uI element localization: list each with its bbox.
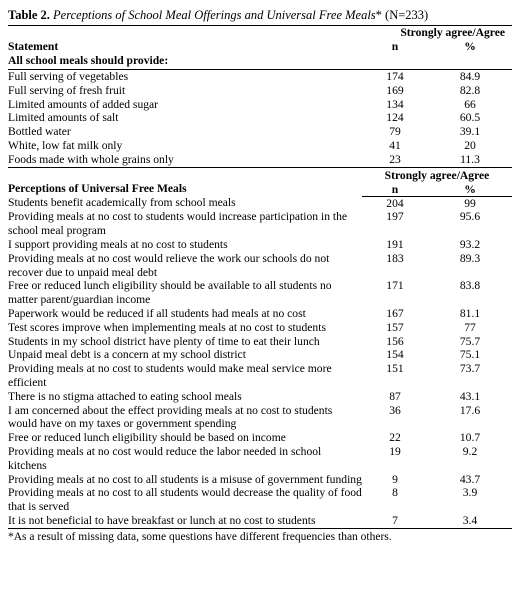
row-percent-value: 9.2 <box>462 444 478 458</box>
row-percent-value: 66 <box>464 97 476 111</box>
row-n-value: 124 <box>386 111 404 125</box>
row-n-value: 23 <box>389 152 401 166</box>
row-label: Providing meals at no cost to students would make meal service more efficient <box>8 362 332 389</box>
row-label: Limited amounts of salt <box>8 111 119 125</box>
row-percent-value: 84.9 <box>459 70 481 83</box>
row-percent-value: 81.1 <box>459 306 481 320</box>
statement-header: Statement <box>8 40 59 53</box>
row-percent-value: 3.4 <box>428 514 512 528</box>
section1-body <box>8 70 512 168</box>
row-label: Providing meals at no cost to all students would decrease the quality of food that is served <box>8 486 362 514</box>
row-n-value: 204 <box>386 196 404 210</box>
section2-group-header: Strongly agree/Agree <box>362 167 512 183</box>
row-label: Full serving of vegetables <box>8 70 129 83</box>
row-label: Paperwork would be reduced if all students had meals at no cost <box>8 306 306 320</box>
table-row <box>8 390 512 404</box>
table-row <box>8 139 512 153</box>
row-label: Test scores improve when implementing meals at no cost to students <box>8 320 326 334</box>
row-percent-value: 43.7 <box>459 472 481 486</box>
n-header: n <box>391 40 399 53</box>
row-percent-value: 77 <box>464 320 476 334</box>
row-label: Foods made with whole grains only <box>8 152 174 166</box>
row-percent-value: 20 <box>464 138 476 152</box>
row-n-value: 7 <box>362 514 428 528</box>
row-label: Free or reduced lunch eligibility should be available to all students no matter parent/guardian income <box>8 279 332 307</box>
row-label: I support providing meals at no cost to students <box>8 237 228 251</box>
row-n-value: 9 <box>392 472 398 486</box>
table-footnote: *As a result of missing data, some questions have different frequencies than others. <box>8 530 392 543</box>
group-header: Strongly agree/Agree <box>400 26 505 39</box>
section2-header-row <box>8 167 512 183</box>
table-row <box>8 98 512 112</box>
table-row <box>8 196 512 210</box>
row-n-value: 87 <box>389 389 401 403</box>
row-label: There is no stigma attached to eating school meals <box>8 389 242 403</box>
row-label: Limited amounts of added sugar <box>8 97 159 111</box>
table-row <box>8 335 512 349</box>
table-row <box>8 514 512 528</box>
row-percent-value: 82.8 <box>459 83 481 97</box>
table-row <box>8 111 512 125</box>
row-label: Providing meals at no cost would reduce the labor needed in school kitchens <box>8 444 322 472</box>
row-n-value: 8 <box>392 486 398 500</box>
column-header-row <box>8 40 512 54</box>
row-percent-value: 43.1 <box>459 389 481 403</box>
row-percent-value: 3.9 <box>462 486 478 500</box>
row-n-value: 79 <box>389 125 401 139</box>
row-percent-value: 75.1 <box>459 348 481 362</box>
row-label: Bottled water <box>8 125 71 139</box>
row-percent-value: 83.8 <box>459 279 481 293</box>
row-label: Free or reduced lunch eligibility should be based on income <box>8 431 286 445</box>
row-percent-value: 39.1 <box>459 125 481 139</box>
row-n-value: 183 <box>386 251 404 265</box>
table-title: Perceptions of School Meal Offerings and Universal Free Meals <box>53 8 376 22</box>
row-label: It is not beneficial to have breakfast or lunch at no cost to students <box>8 514 362 528</box>
table-row <box>8 348 512 362</box>
row-n-value: 22 <box>389 431 401 445</box>
table-row <box>8 473 512 487</box>
group-header-row <box>8 26 512 40</box>
table-row <box>8 84 512 98</box>
table-row <box>8 445 512 473</box>
row-percent-value: 17.6 <box>459 403 481 417</box>
row-percent-value: 73.7 <box>459 362 481 376</box>
row-n-value: 19 <box>389 444 401 458</box>
row-n-value: 134 <box>386 97 404 111</box>
row-label: Students in my school district have plenty of time to eat their lunch <box>8 334 320 348</box>
row-n-value: 151 <box>386 362 404 376</box>
row-percent-value: 95.6 <box>459 210 481 224</box>
row-percent-value: 99 <box>464 196 476 210</box>
row-n-value: 41 <box>389 138 401 152</box>
row-label: Providing meals at no cost to all students is a misuse of government funding <box>8 472 362 486</box>
survey-table <box>8 26 512 529</box>
row-n-value: 171 <box>386 279 404 293</box>
table-row <box>8 307 512 321</box>
row-label: Providing meals at no cost to students would increase participation in the school meal program <box>8 210 348 238</box>
row-n-value: 174 <box>386 70 404 83</box>
row-n-value: 156 <box>386 334 404 348</box>
section2-n-header: n <box>362 183 428 197</box>
row-percent-value: 89.3 <box>459 251 481 265</box>
row-percent-value: 60.5 <box>459 111 481 125</box>
row-label: White, low fat milk only <box>8 138 123 152</box>
section2-body <box>8 196 512 528</box>
row-label: Unpaid meal debt is a concern at my school district <box>8 348 246 362</box>
row-percent-value: 75.7 <box>459 334 481 348</box>
row-n-value: 154 <box>386 348 404 362</box>
row-label: Full serving of fresh fruit <box>8 83 126 97</box>
section-heading-row <box>8 54 512 70</box>
row-n-value: 191 <box>386 237 404 251</box>
row-label: Students benefit academically from school meals <box>8 196 236 210</box>
table-row <box>8 321 512 335</box>
table-row <box>8 404 512 432</box>
table-number: Table 2. <box>8 8 50 22</box>
row-percent-value: 11.3 <box>460 152 480 166</box>
table-row <box>8 210 512 238</box>
percent-header: % <box>464 40 476 53</box>
table-row <box>8 431 512 445</box>
row-percent-value: 93.2 <box>459 237 481 251</box>
table-row <box>8 70 512 84</box>
row-n-value: 197 <box>386 210 404 224</box>
section2-heading: Perceptions of Universal Free Meals <box>8 167 362 196</box>
section-heading: All school meals should provide: <box>8 54 512 70</box>
section2-percent-header: % <box>428 183 512 197</box>
table-row <box>8 153 512 167</box>
table-caption <box>8 6 512 26</box>
row-n-value: 36 <box>389 403 401 417</box>
table-caption-note: * (N=233) <box>375 8 429 22</box>
table-row <box>8 486 512 514</box>
row-n-value: 157 <box>386 320 404 334</box>
table-row <box>8 252 512 280</box>
row-label: I am concerned about the effect providing meals at no cost to students would have on my taxes or government spending <box>8 403 333 431</box>
table-row <box>8 125 512 139</box>
row-percent-value: 10.7 <box>459 431 481 445</box>
table-row <box>8 238 512 252</box>
row-label: Providing meals at no cost would relieve the work our schools do not recover due to unpaid meal debt <box>8 251 330 279</box>
table-container <box>8 6 512 544</box>
row-n-value: 167 <box>386 306 404 320</box>
table-row <box>8 279 512 307</box>
row-n-value: 169 <box>386 83 404 97</box>
table-row <box>8 362 512 390</box>
